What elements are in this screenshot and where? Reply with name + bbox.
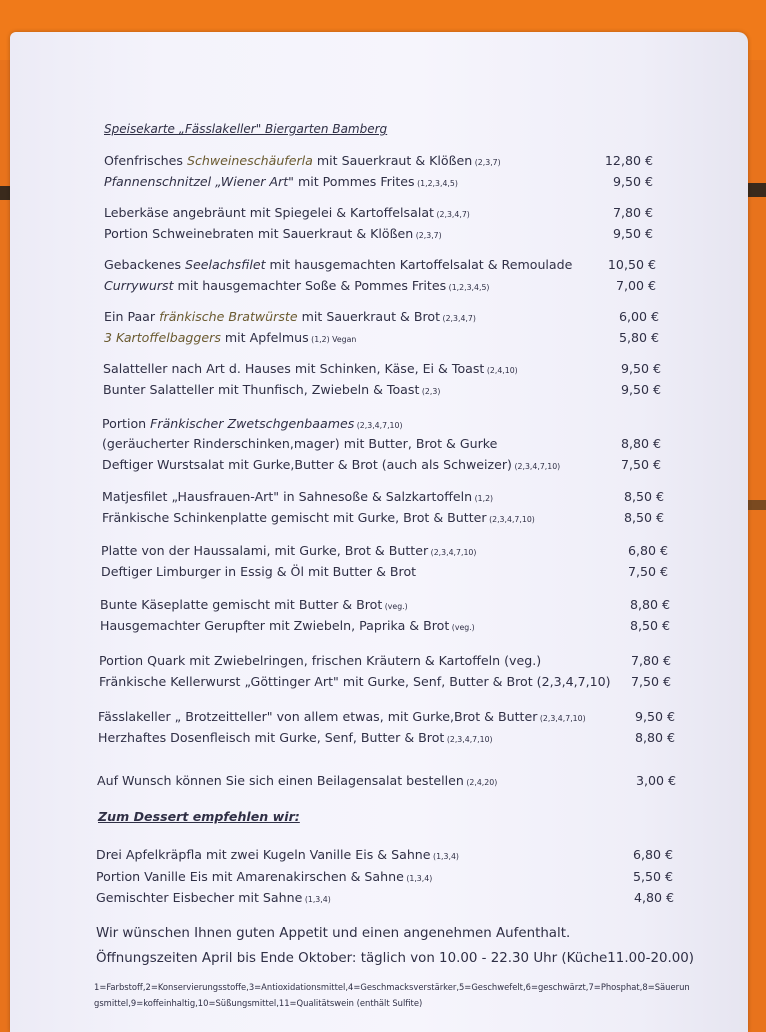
menu-item-price: 7,80 € [630, 653, 671, 668]
menu-item-name: Ein Paar fränkische Bratwürste mit Sauerkraut & Brot (2,3,4,7) [104, 309, 476, 324]
menu-item-price: 3,00 € [635, 773, 676, 788]
menu-item-row [0, 618, 766, 638]
menu-item-row [0, 564, 766, 584]
menu-item-allergen-codes: (1,2,3,4,5) [446, 283, 490, 292]
menu-item-allergen-codes: (1,2,3,4,5) [414, 179, 458, 188]
menu-item-name: 3 Kartoffelbaggers mit Apfelmus (1,2) Vegan [104, 330, 357, 345]
dessert-item-name: Gemischter Eisbecher mit Sahne (1,3,4) [96, 890, 331, 905]
menu-item-price: 7,80 € [612, 205, 653, 220]
menu-item-price: 12,80 € [604, 153, 653, 168]
menu-item-name: Fässlakeller „ Brotzeitteller" von allem etwas, mit Gurke,Brot & Butter (2,3,4,7,10) [98, 709, 586, 724]
menu-item-name: Fränkische Kellerwurst „Göttinger Art" mit Gurke, Senf, Butter & Brot (2,3,4,7,10) [99, 674, 611, 689]
menu-item-name: Portion Schweinebraten mit Sauerkraut & Klößen (2,3,7) [104, 226, 442, 241]
menu-item-name: Salatteller nach Art d. Hauses mit Schinken, Käse, Ei & Toast (2,4,10) [103, 361, 518, 376]
menu-item-allergen-codes: (2,4,20) [463, 778, 498, 787]
menu-item-row [0, 153, 766, 173]
menu-item-name: Leberkäse angebräunt mit Spiegelei & Kartoffelsalat (2,3,4,7) [104, 205, 470, 220]
menu-title: Speisekarte „Fässlakeller" Biergarten Bamberg [104, 122, 388, 136]
menu-item-row [0, 330, 766, 350]
menu-item-price: 8,50 € [623, 510, 664, 525]
menu-item-name: Hausgemachter Gerupfter mit Zwiebeln, Paprika & Brot (veg.) [100, 618, 475, 633]
closing-greeting: Wir wünschen Ihnen guten Appetit und einen angenehmen Aufenthalt. [96, 926, 571, 941]
menu-item-allergen-codes: (2,3,4,7,10) [444, 735, 493, 744]
menu-item-name: Portion Quark mit Zwiebelringen, frischen Kräutern & Kartoffeln (veg.) [99, 653, 542, 668]
menu-item-row [0, 709, 766, 729]
menu-item-price: 7,00 € [615, 278, 656, 293]
opening-hours: Öffnungszeiten April bis Ende Oktober: täglich von 10.00 - 22.30 Uhr (Küche11.00-20.00) [96, 951, 695, 966]
menu-item-price: 5,80 € [618, 330, 659, 345]
menu-item-row [0, 416, 766, 436]
menu-item-row [0, 174, 766, 194]
menu-item-name: Bunte Käseplatte gemischt mit Butter & Brot (veg.) [100, 597, 408, 612]
menu-item-row [0, 257, 766, 277]
menu-item-price: 8,80 € [620, 436, 661, 451]
dessert-item-name: Portion Vanille Eis mit Amarenakirschen & Sahne (1,3,4) [96, 869, 433, 884]
menu-item-name: Deftiger Limburger in Essig & Öl mit Butter & Brot [101, 564, 417, 579]
menu-item-allergen-codes: (2,3,4,7) [434, 210, 470, 219]
menu-item-allergen-codes: (2,3,7) [472, 158, 501, 167]
menu-item-name: (geräucherter Rinderschinken,mager) mit Butter, Brot & Gurke [102, 436, 498, 451]
menu-item-name: Deftiger Wurstsalat mit Gurke,Butter & Brot (auch als Schweizer) (2,3,4,7,10) [102, 457, 561, 472]
footnote-line-2: gsmittel,9=koffeinhaltig,10=Süßungsmittel,11=Qualitätswein (enthält Sulfite) [94, 998, 423, 1008]
menu-item-name: Herzhaftes Dosenfleisch mit Gurke, Senf, Butter & Brot (2,3,4,7,10) [98, 730, 493, 745]
menu-item-row [0, 597, 766, 617]
menu-item-price: 7,50 € [620, 457, 661, 472]
menu-item-row [0, 361, 766, 381]
menu-item-price: 8,80 € [634, 730, 675, 745]
menu-item-name: Platte von der Haussalami, mit Gurke, Brot & Butter (2,3,4,7,10) [101, 543, 477, 558]
menu-item-row [0, 674, 766, 694]
menu-item-price: 9,50 € [612, 174, 653, 189]
menu-item-price: 9,50 € [620, 361, 661, 376]
menu-item-name: Pfannenschnitzel „Wiener Art" mit Pommes Frites (1,2,3,4,5) [104, 174, 458, 189]
menu-item-allergen-codes: (veg.) [382, 602, 408, 611]
menu-item-row [0, 543, 766, 563]
dessert-heading: Zum Dessert empfehlen wir: [98, 809, 300, 824]
menu-item-allergen-codes: (2,3,4,7,10) [511, 462, 561, 471]
menu-item-price: 9,50 € [634, 709, 675, 724]
dessert-item-row [0, 890, 766, 910]
menu-item-price: 9,50 € [620, 382, 661, 397]
dessert-item-row [0, 847, 766, 867]
menu-item-price: 8,50 € [623, 489, 664, 504]
menu-item-allergen-codes: (2,3,4,7,10) [486, 515, 535, 524]
menu-item-price: 6,80 € [627, 543, 668, 558]
dessert-item-price: 6,80 € [632, 847, 673, 862]
menu-item-price: 9,50 € [612, 226, 653, 241]
footnote-line-1: 1=Farbstoff,2=Konservierungsstoffe,3=Antioxidationsmittel,4=Geschmacksverstärker,5=Geschwefelt,6=geschwärzt,7=Phosphat,8=Säuerun [94, 982, 690, 992]
menu-item-price: 7,50 € [630, 674, 671, 689]
menu-item-row [0, 773, 766, 793]
menu-item-name: Auf Wunsch können Sie sich einen Beilagensalat bestellen (2,4,20) [97, 773, 498, 788]
dessert-item-price: 4,80 € [633, 890, 674, 905]
menu-item-name: Ofenfrisches Schweineschäuferla mit Sauerkraut & Klößen (2,3,7) [104, 153, 501, 168]
menu-item-row [0, 489, 766, 509]
menu-item-name: Fränkische Schinkenplatte gemischt mit Gurke, Brot & Butter (2,3,4,7,10) [102, 510, 535, 525]
menu-item-price: 7,50 € [627, 564, 668, 579]
menu-item-row [0, 226, 766, 246]
menu-item-row [0, 205, 766, 225]
menu-item-row [0, 653, 766, 673]
menu-item-row [0, 436, 766, 456]
menu-item-allergen-codes: (veg.) [449, 623, 475, 632]
menu-item-row [0, 382, 766, 402]
menu-item-allergen-codes: (1,2) [472, 494, 494, 503]
menu-item-price: 8,80 € [629, 597, 670, 612]
dessert-item-allergen-codes: (1,3,4) [403, 874, 433, 883]
menu-item-allergen-codes: (2,3,4,7,10) [537, 714, 586, 723]
menu-item-row [0, 510, 766, 530]
menu-item-allergen-codes: (2,3,7) [413, 231, 442, 240]
menu-item-allergen-codes: (2,3,4,7) [440, 314, 476, 323]
menu-item-name: Currywurst mit hausgemachter Soße & Pommes Frites (1,2,3,4,5) [104, 278, 490, 293]
menu-item-row [0, 457, 766, 477]
menu-item-allergen-codes: (2,4,10) [484, 366, 518, 375]
dessert-item-allergen-codes: (1,3,4) [302, 895, 331, 904]
dessert-item-price: 5,50 € [632, 869, 673, 884]
dessert-item-allergen-codes: (1,3,4) [430, 852, 459, 861]
menu-item-price: 10,50 € [607, 257, 656, 272]
menu-item-allergen-codes: (2,3) [419, 387, 441, 396]
dessert-item-row [0, 869, 766, 889]
menu-item-price: 6,00 € [618, 309, 659, 324]
menu-item-row [0, 278, 766, 298]
dessert-item-name: Drei Apfelkräpfla mit zwei Kugeln Vanille Eis & Sahne (1,3,4) [96, 847, 459, 862]
menu-item-name: Portion Fränkischer Zwetschgenbaames (2,3,4,7,10) [102, 416, 403, 431]
menu-item-name: Bunter Salatteller mit Thunfisch, Zwiebeln & Toast (2,3) [103, 382, 441, 397]
menu-item-allergen-codes: (2,3,4,7,10) [354, 421, 403, 430]
menu-item-row [0, 309, 766, 329]
menu-item-name: Gebackenes Seelachsfilet mit hausgemachten Kartoffelsalat & Remoulade [104, 257, 573, 272]
menu-item-allergen-codes: (2,3,4,7,10) [428, 548, 477, 557]
menu-item-name: Matjesfilet „Hausfrauen-Art" in Sahnesoße & Salzkartoffeln (1,2) [102, 489, 494, 504]
menu-item-row [0, 730, 766, 750]
menu-item-allergen-codes: (1,2) Vegan [308, 335, 357, 344]
menu-item-price: 8,50 € [629, 618, 670, 633]
